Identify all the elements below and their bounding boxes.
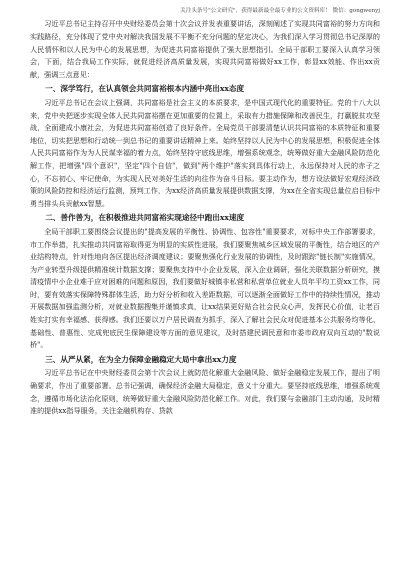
section-3-paragraph: 习近平总书记在中央财经委员会第十次会议上就防范化解重大金融风险、做好金融稳定发展工作，提出了明确要求，作出了重要部署。总书记强调，确保经济金融大局稳定，意义十分重大。要坚持底线思维，增强系统观念，遵循市场化法治化原则，统筹做好重大金融风险防范化解工作。对此，我们要与金融部门主动沟通，及时精准的提供xx指导服务，关注金融机构存、贷款 — [30, 368, 380, 416]
header-note: 关注头条号"公文研究"，获得最新最全最专业的公文资料库！ 微信：gongwenyj — [180, 8, 380, 14]
section-1-paragraph: 习近平总书记在会议上强调，共同富裕是社会主义的本质要求，是中国式现代化的重要特征。党的十八大以来，党中央把逐步实现全体人民共同富裕摆在更加重要的位置上，采取有力措施保障和改善民生，打赢脱贫攻坚战，全面建成小康社会，为促进共同富裕创造了良好条件。全局党员干部要清楚认识共同富裕的本质特征和重要地位，切实把思想和行动统一到总书记的重要讲话精神上来。始终坚持以人民为中心的发展思想，积极促进全体人民共同富裕作为为人民谋幸福的着力点，始终坚持守底线思维，增强系统观念，统筹做好重大金融风险防范化解工作，把增强"四个意识"，坚定"四个自信"，做到"两个维护"落实到具体行动上，永远保持对人民的赤子之心，不忘初心、牢记使命，为实现人民对美好生活的向往作为奋斗目标。要主动作为，想方设法做好宏观经济政策的风险防控和经济运行监测，预判工作，为xx经济高质量发展提供数据支撑，为xx在全省实现总量位启目标中勇当排头兵贡献xx智慧。 — [30, 97, 380, 208]
section-heading-1: 一、深学笃行，在认真领会共同富裕根本内涵中亮出xx态度 — [45, 84, 245, 94]
section-heading-3: 三、从严从紧，在为全力保障金融稳定大局中拿出xx力度 — [45, 354, 237, 364]
intro-paragraph: 习近平总书记主持召开中央财经委员会第十次会议并发表重要讲话，深刻阐述了实现共同富裕的努力方向和实践路径，充分体现了党中央对解决我国发展不平衡不充分问题的坚定决心，为我们深入学习贯彻总书记深厚的人民情怀和以人民为中心的发展思想，为促进共同富裕提供了强大思想指引。全局干部职工要深入认真学习领会，下面，结合我局工作实际，就促进经济高质量发展，实现共同富裕做好xx工作，彰显xx效能、作出xx贡献，强调三点意见： — [30, 19, 380, 79]
document-body — [30, 18, 380, 417]
section-heading-2: 二、善作善为，在积极推进共同富裕实现途径中跑出xx速度 — [45, 213, 245, 223]
section-2-paragraph: 全局干部职工要围绕会议提出的"提高发展的平衡性、协调性、包容性"重要要求，对标中央工作部署要求，市工作举措，扎实推动共同富裕取得更为明显的实质性进展，我们要聚焦城乡区域发展的平衡性，结合地区的产业结构特点，针对性地向各区提出经济调度建议；要聚焦强化行业发展的协调性，及时跟踪"链长制"实施情况，为产业转型升级提供精准统计数据支撑；要聚焦支持中小企业发展，深入企业调研，强化关联数据分析研究，摸清疫情中小企业难于应对困难的问题和原因，我们要做好城镇非私营和私营单位就业人员年平均工资xx工作，同时，要有效落实保障特殊群体生活，助力好分析和收入差距数据，可以逐渐全面做好工作中的持续性情况，推动开展数据加强监测分析，对就业数据搜集并谨慎求真，让xx结果更好贴合社会民众心声，发挥民心价值，让老百姓实打实有幸福感、获得感。我们还要以万户居民调查为抓手，深入了解社会民众对促进基本公共服务均等化、基础性、普惠性、完成兜底民生保障建设等方面的意见建议，及时搭建民调民意和市委市政府双向互动的"数说桥"。 — [30, 226, 380, 350]
